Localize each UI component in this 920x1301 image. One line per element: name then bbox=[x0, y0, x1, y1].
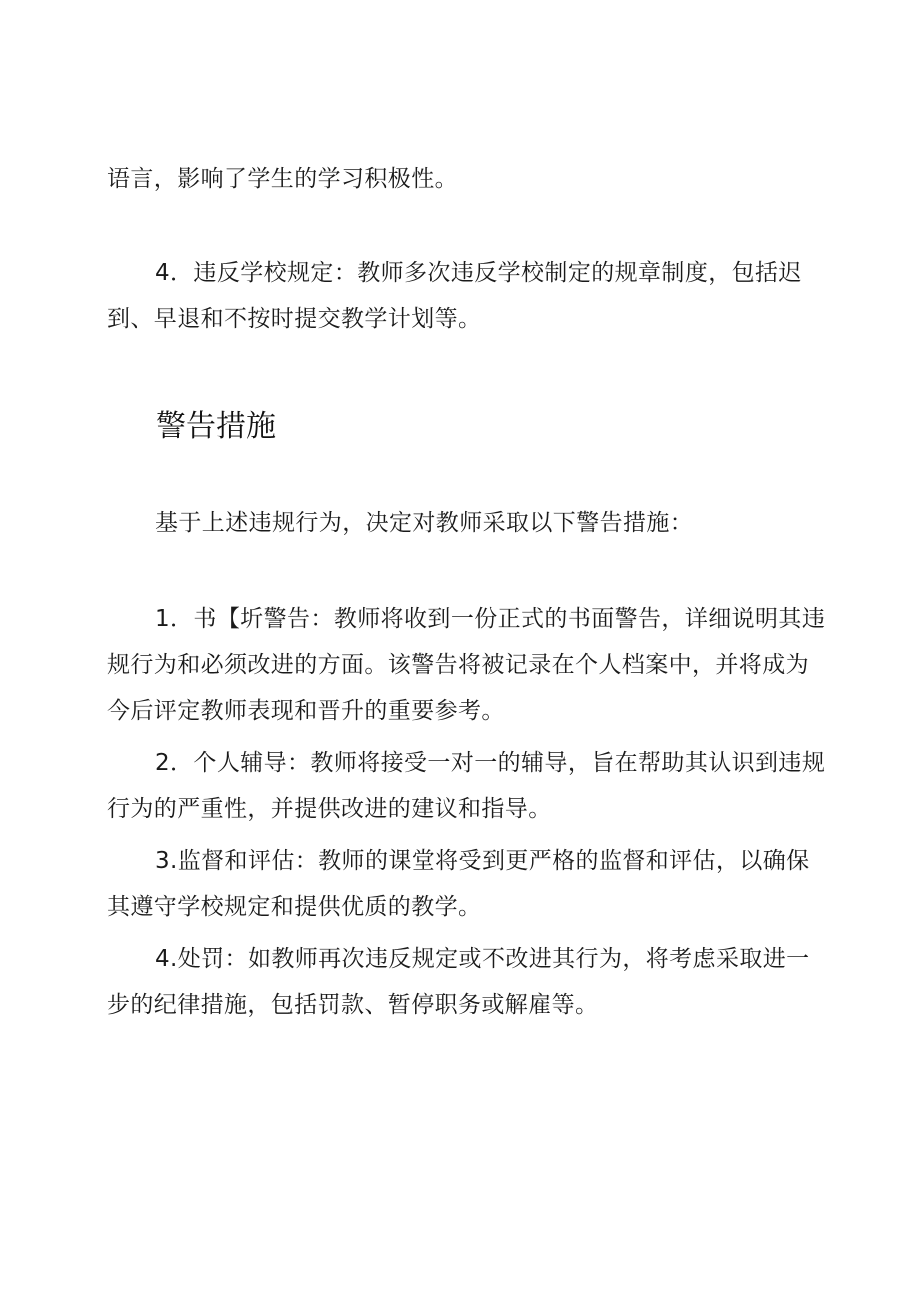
intro-paragraph: 基于上述违规行为，决定对教师采取以下警告措施： bbox=[155, 510, 694, 536]
measure-item-2: 2．个人辅导：教师将接受一对一的辅导，旨在帮助其认识到违规行为的严重性，并提供改进的建议和指导。 bbox=[107, 750, 826, 822]
measure-item-3: 3.监督和评估：教师的课堂将受到更严格的监督和评估，以确保其遵守学校规定和提供优质的教学。 bbox=[107, 848, 810, 920]
measure-item-1: 1．书【圻警告：教师将收到一份正式的书面警告，详细说明其违规行为和必须改进的方面。该警告将被记录在个人档案中，并将成为今后评定教师表现和晋升的重要参考。 bbox=[107, 606, 826, 724]
violation-item-4: 4．违反学校规定：教师多次违反学校制定的规章制度，包括迟到、早退和不按时提交教学计划等。 bbox=[107, 260, 802, 332]
continuation-paragraph: 语言，影响了学生的学习积极性。 bbox=[107, 166, 458, 192]
section-heading: 警告措施 bbox=[156, 409, 276, 444]
measure-item-4: 4.处罚：如教师再次违反规定或不改进其行为，将考虑采取进一步的纪律措施，包括罚款、暂停职务或解雇等。 bbox=[107, 946, 810, 1018]
